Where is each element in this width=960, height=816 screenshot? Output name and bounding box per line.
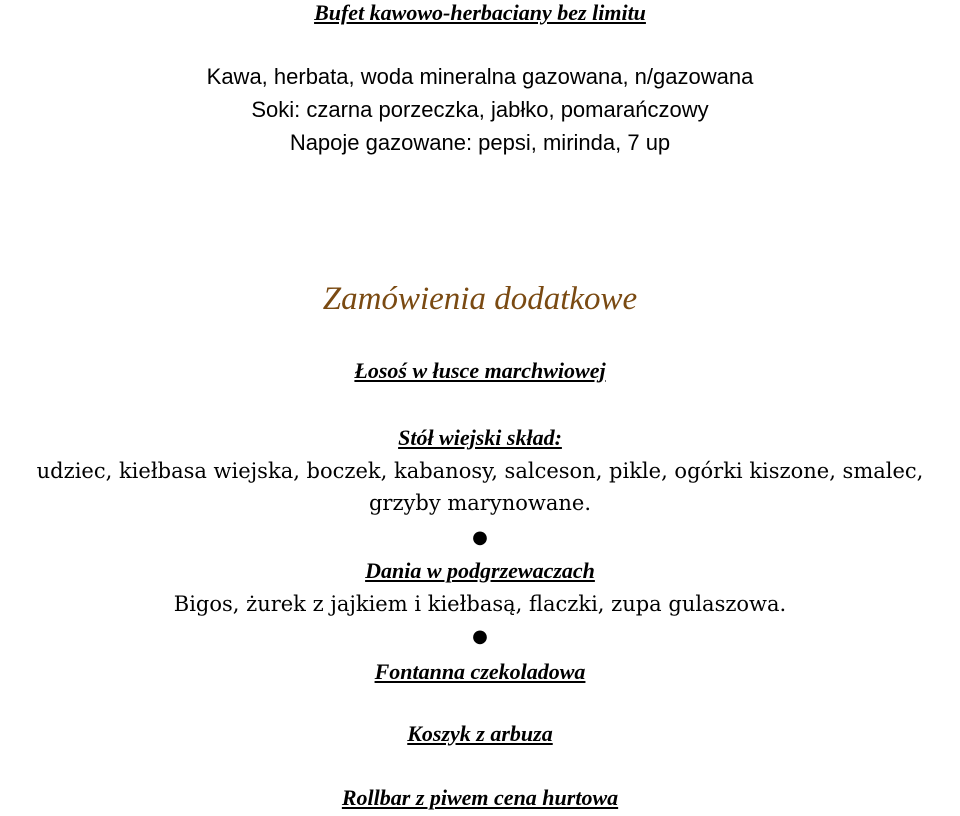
rustic-table-line-2: grzyby marynowane. xyxy=(368,491,592,515)
buffet-line-juices: Soki: czarna porzeczka, jabłko, pomarańczowy xyxy=(251,97,709,122)
bullet-1: ● xyxy=(472,527,488,548)
extra-orders-title: Zamówienia dodatkowe xyxy=(322,281,638,317)
rustic-table-line-1: udziec, kiełbasa wiejska, boczek, kabanosy, salceson, pikle, ogórki kiszone, smalec, xyxy=(36,459,924,483)
buffet-line-drinks: Kawa, herbata, woda mineralna gazowana, n/gazowana xyxy=(206,64,754,89)
watermelon-basket-item: Koszyk z arbuza xyxy=(407,721,553,746)
rollbar-item: Rollbar z piwem cena hurtowa xyxy=(341,785,619,810)
rustic-table-title: Stół wiejski skład: xyxy=(398,425,562,450)
salmon-item: Łosoś w łusce marchwiowej xyxy=(354,358,606,383)
buffet-title: Bufet kawowo-herbaciany bez limitu xyxy=(314,0,646,25)
bullet-2: ● xyxy=(472,626,488,647)
warmers-title: Dania w podgrzewaczach xyxy=(365,558,595,583)
warmers-line: Bigos, żurek z jajkiem i kiełbasą, flaczki, zupa gulaszowa. xyxy=(173,592,787,616)
chocolate-fountain-item: Fontanna czekoladowa xyxy=(374,659,586,684)
buffet-line-sodas: Napoje gazowane: pepsi, mirinda, 7 up xyxy=(289,130,671,155)
